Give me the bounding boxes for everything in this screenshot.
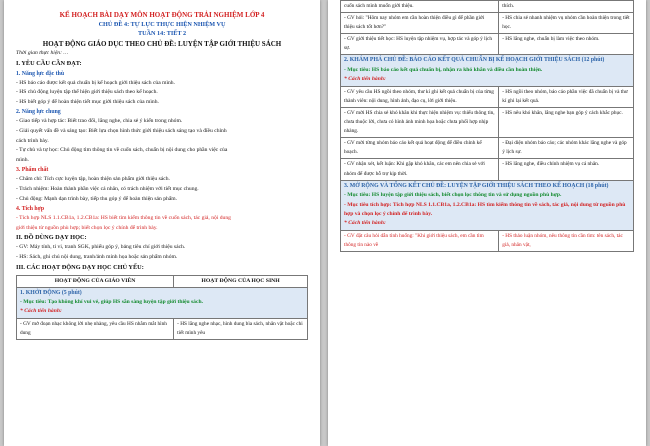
lesson-heading: HOẠT ĐỘNG GIÁO DỤC THEO CHỦ ĐỀ: LUYỆN TẬP GIỚI THIỆU SÁCH: [42, 40, 282, 48]
activities-table: [16, 275, 308, 341]
student-cell: - HS lắng nghe nhạc, hình dung bìa sách, nhân vật hoặc chi tiết mình yêu: [174, 318, 308, 339]
section-activities: III. CÁC HOẠT ĐỘNG DẠY HỌC CHỦ YẾU:: [16, 263, 144, 271]
text-line: - Trách nhiệm: Hoàn thành phần việc cá nhân, có trách nhiệm với tiết mục chung.: [16, 185, 199, 192]
student-cell: - HS lắng nghe, điều chỉnh nhiệm vụ cá nhân.: [499, 159, 634, 180]
table-header-row: [17, 275, 308, 287]
band-title: 1. KHỞI ĐỘNG (5 phút): [20, 289, 82, 296]
band-goal: - Mục tiêu: HS luyện tập giới thiệu sách, biết chọn lọc thông tin và sử dụng nguồn phù hợp.: [344, 192, 562, 199]
section-materials: II. ĐỒ DÙNG DẠY HỌC:: [16, 234, 87, 242]
text-line: - Tự chủ và tự học: Chủ động tìm thông tin về cuốn sách, chuẩn bị nội dung cho phần việc của: [16, 147, 228, 154]
band-method: * Cách tiến hành:: [20, 308, 62, 315]
band-title: 3. MỞ RỘNG VÀ TỔNG KẾT CHỦ ĐỀ: LUYỆN TẬP GIỚI THIỆU SÁCH THEO KẾ HOẠCH (18 phút): [344, 182, 609, 189]
table-row: [341, 13, 634, 34]
teacher-cell: - GV yêu cầu HS ngồi theo nhóm, thư kí ghi kết quả chuẩn bị của từng thành viên: nội dung, hình ảnh, đạo cụ, lời giới thiệu.: [341, 86, 499, 107]
student-cell: - HS thảo luận nhóm, nêu thông tin cần tìm: tên sách, tác giả, nhân vật,: [499, 230, 634, 251]
section-requirements: I. YÊU CẦU CẦN ĐẠT:: [16, 59, 82, 67]
column-header-teacher: HOẠT ĐỘNG CỦA GIÁO VIÊN: [17, 275, 174, 287]
band-goal: - Mục tiêu: Tạo không khí vui vẻ, giúp HS sẵn sàng luyện tập giới thiệu sách.: [20, 299, 203, 305]
section-band-row: [341, 55, 634, 86]
text-line: cách trình bày.: [16, 137, 49, 144]
table-row: [341, 138, 634, 159]
teacher-cell: - GV nhận xét, kết luận: Khi gặp khó khăn, các em nên chia sẻ với nhóm để được hỗ trợ kịp thời.: [341, 159, 499, 180]
text-line: - HS báo cáo được kết quả chuẩn bị kế hoạch giới thiệu sách của mình.: [16, 79, 175, 86]
table-row: [341, 1, 634, 13]
band-method: * Cách tiến hành:: [344, 76, 386, 83]
band-goal: - Mục tiêu: HS báo cáo kết quả chuẩn bị, nhận ra khó khăn và điều cần hoàn thiện.: [344, 66, 543, 73]
student-cell: thích.: [499, 1, 634, 13]
section-band-row: [17, 287, 308, 318]
table-row: [17, 318, 308, 339]
teacher-cell: - GV giới thiệu tiết học: HS luyện tập nhiệm vụ, hợp tác và góp ý lịch sự.: [341, 34, 499, 55]
teacher-cell: - GV đặt câu hỏi dẫn tình huống: "Khi giới thiệu sách, em cần tìm thông tin nào về: [341, 230, 499, 251]
table-row: [341, 107, 634, 137]
student-cell: - HS ngồi theo nhóm, báo cáo phần việc đã chuẩn bị và thư kí ghi lại kết quả.: [499, 86, 634, 107]
teacher-cell: cuốn sách mình muốn giới thiệu.: [341, 1, 499, 13]
week-heading: TUẦN 14: TIẾT 2: [137, 30, 187, 37]
student-cell: - HS nêu khó khăn, lắng nghe bạn góp ý cách khắc phục.: [499, 107, 634, 137]
text-line: mình.: [16, 156, 29, 163]
band-method: * Cách tiến hành:: [344, 220, 386, 227]
activities-table-continued: [340, 0, 634, 252]
subsection-specific-competence: 1. Năng lực đặc thù: [16, 70, 65, 77]
student-cell: - HS lắng nghe, chuẩn bị làm việc theo nhóm.: [499, 34, 634, 55]
topic-heading: CHỦ ĐỀ 4: TỰ LỰC THỰC HIỆN NHIỆM VỤ: [98, 21, 226, 28]
section-band: [341, 55, 634, 86]
text-line: - Chăm chỉ: Tích cực luyện tập, hoàn thiện sản phẩm giới thiệu sách.: [16, 176, 170, 183]
document-page-left: [4, 0, 320, 446]
text-line: - Giao tiếp và hợp tác: Biết trao đổi, lắng nghe, chia sẻ ý kiến trong nhóm.: [16, 118, 183, 125]
text-line: - GV: Máy tính, ti vi, tranh SGK, phiếu góp ý, bảng tiêu chí giới thiệu sách.: [16, 244, 186, 251]
teacher-cell: - GV mở đoạn nhạc không lời nhẹ nhàng, yêu cầu HS nhắm mắt hình dung: [17, 318, 174, 339]
student-cell: - HS chia sẻ nhanh nhiệm vụ nhóm cần hoàn thiện trong tiết học.: [499, 13, 634, 34]
subsection-qualities: 3. Phẩm chất: [16, 167, 49, 174]
text-line: - Chủ động: Mạnh dạn trình bày, tiếp thu góp ý để hoàn thiện sản phẩm.: [16, 195, 178, 202]
document-title: KẾ HOẠCH BÀI DẠY MÔN HOẠT ĐỘNG TRẢI NGHIỆM LỚP 4: [59, 11, 265, 19]
table-row: [341, 159, 634, 180]
text-line: - Giải quyết vấn đề và sáng tạo: Biết lựa chọn hình thức giới thiệu sách sáng tạo và điều chỉnh: [16, 127, 227, 134]
band-title: 2. KHÁM PHÁ CHỦ ĐỀ: BÁO CÁO KẾT QUẢ CHUẨN BỊ KẾ HOẠCH GIỚI THIỆU SÁCH (12 phút): [344, 57, 605, 64]
subsection-general-competence: 2. Năng lực chung: [16, 109, 61, 116]
table-row: [341, 86, 634, 107]
band-integration-goal: - Mục tiêu tích hợp: Tích hợp NLS 1.1.CB1a, 1.2.CB1a: HS tìm kiếm thông tin về sách, tác giả, nội dung từ nguồn phù hợp và chọn lọc ý chính để trình bày.: [344, 201, 626, 217]
section-band: [341, 180, 634, 230]
teacher-cell: - GV mời HS chia sẻ khó khăn khi thực hiện nhiệm vụ: thiếu thông tin, chưa thuộc lời, chưa có hình ảnh minh họa hoặc chưa phối hợp nhịp nhàng.: [341, 107, 499, 137]
time-line: Thời gian thực hiện: …: [16, 50, 69, 56]
text-line: giới thiệu từ nguồn phù hợp; biết chọn lọc ý chính để trình bày.: [16, 224, 158, 231]
document-page-right: [328, 0, 646, 446]
teacher-cell: - GV hỏi: "Hôm nay nhóm em cần hoàn thiện điều gì để phần giới thiệu sách tốt hơn?": [341, 13, 499, 34]
text-line: - HS biết góp ý để hoàn thiện tiết mục giới thiệu sách của mình.: [16, 98, 159, 105]
teacher-cell: - GV mời từng nhóm báo cáo kết quả hoạt động để điều chỉnh kế hoạch.: [341, 138, 499, 159]
section-band: [17, 287, 308, 318]
student-cell: - Đại diện nhóm báo cáo; các nhóm khác lắng nghe và góp ý lịch sự.: [499, 138, 634, 159]
text-line: - HS chủ động luyện tập thể hiện giới thiệu sách theo kế hoạch.: [16, 89, 158, 96]
text-line: - HS: Sách, ghi chú nội dung, tranh/ảnh minh họa hoặc sản phẩm nhóm.: [16, 253, 178, 260]
text-line: - Tích hợp NLS 1.1.CB1a, 1.2.CB1a: HS biết tìm kiếm thông tin về cuốn sách, tác giả, nội dung: [16, 215, 231, 222]
section-band-row: [341, 180, 634, 230]
column-header-student: HOẠT ĐỘNG CỦA HỌC SINH: [174, 275, 308, 287]
table-row: [341, 230, 634, 251]
subsection-integration: 4. Tích hợp: [16, 206, 45, 213]
table-row: [341, 34, 634, 55]
